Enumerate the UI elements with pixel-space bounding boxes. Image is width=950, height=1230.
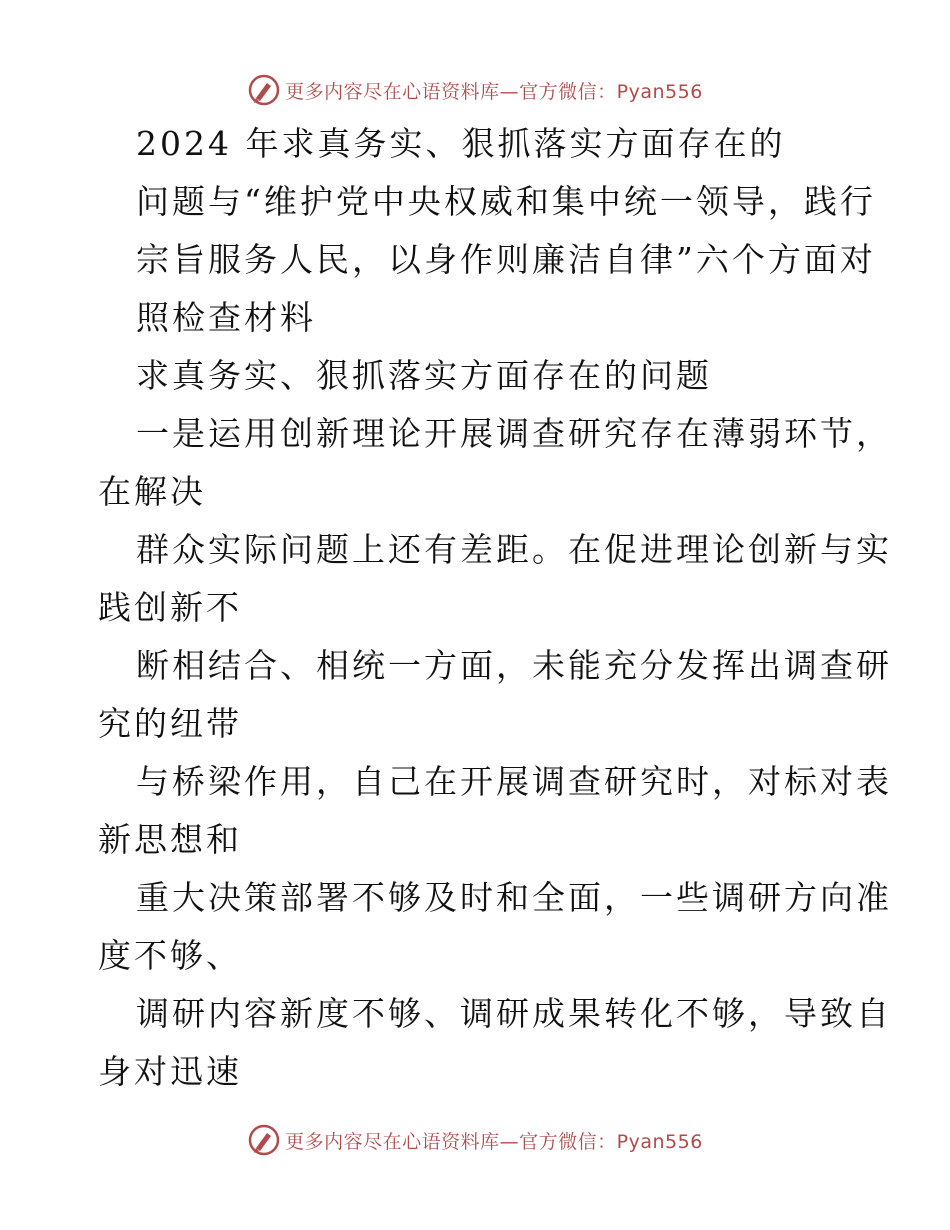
- doc-line: 度不够、: [98, 936, 242, 975]
- doc-line: 求真务实、狠抓落实方面存在的问题: [136, 356, 712, 395]
- doc-line: 2024 年求真务实、狠抓落实方面存在的: [136, 124, 786, 163]
- pen-logo-icon: [247, 1123, 281, 1157]
- doc-line: 践创新不: [98, 588, 242, 627]
- doc-line: 一是运用创新理论开展调查研究存在薄弱环节，: [136, 414, 892, 453]
- watermark-text: 更多内容尽在心语资料库—官方微信：Pyan556: [285, 80, 703, 103]
- watermark-text: 更多内容尽在心语资料库—官方微信：Pyan556: [285, 1130, 703, 1153]
- doc-line: 新思想和: [98, 820, 242, 859]
- doc-line: 调研内容新度不够、调研成果转化不够，导致自: [136, 994, 892, 1033]
- doc-line: 宗旨服务人民，以身作则廉洁自律”六个方面对: [136, 240, 876, 279]
- doc-line: 身对迅速: [98, 1052, 242, 1091]
- doc-line: 断相结合、相统一方面，未能充分发挥出调查研: [136, 646, 892, 685]
- doc-line: 群众实际问题上还有差距。在促进理论创新与实: [136, 530, 892, 569]
- pen-logo-icon: [247, 73, 281, 107]
- doc-line: 究的纽带: [98, 704, 242, 743]
- doc-line: 照检查材料: [136, 298, 316, 337]
- doc-line: 在解决: [98, 472, 206, 511]
- doc-line: 重大决策部署不够及时和全面，一些调研方向准: [136, 878, 892, 917]
- watermark-banner-top: [0, 70, 950, 110]
- watermark-banner-bottom: [0, 1120, 950, 1160]
- doc-line: 与桥梁作用，自己在开展调查研究时，对标对表: [136, 762, 892, 801]
- doc-line: 问题与“维护党中央权威和集中统一领导，践行: [136, 182, 876, 221]
